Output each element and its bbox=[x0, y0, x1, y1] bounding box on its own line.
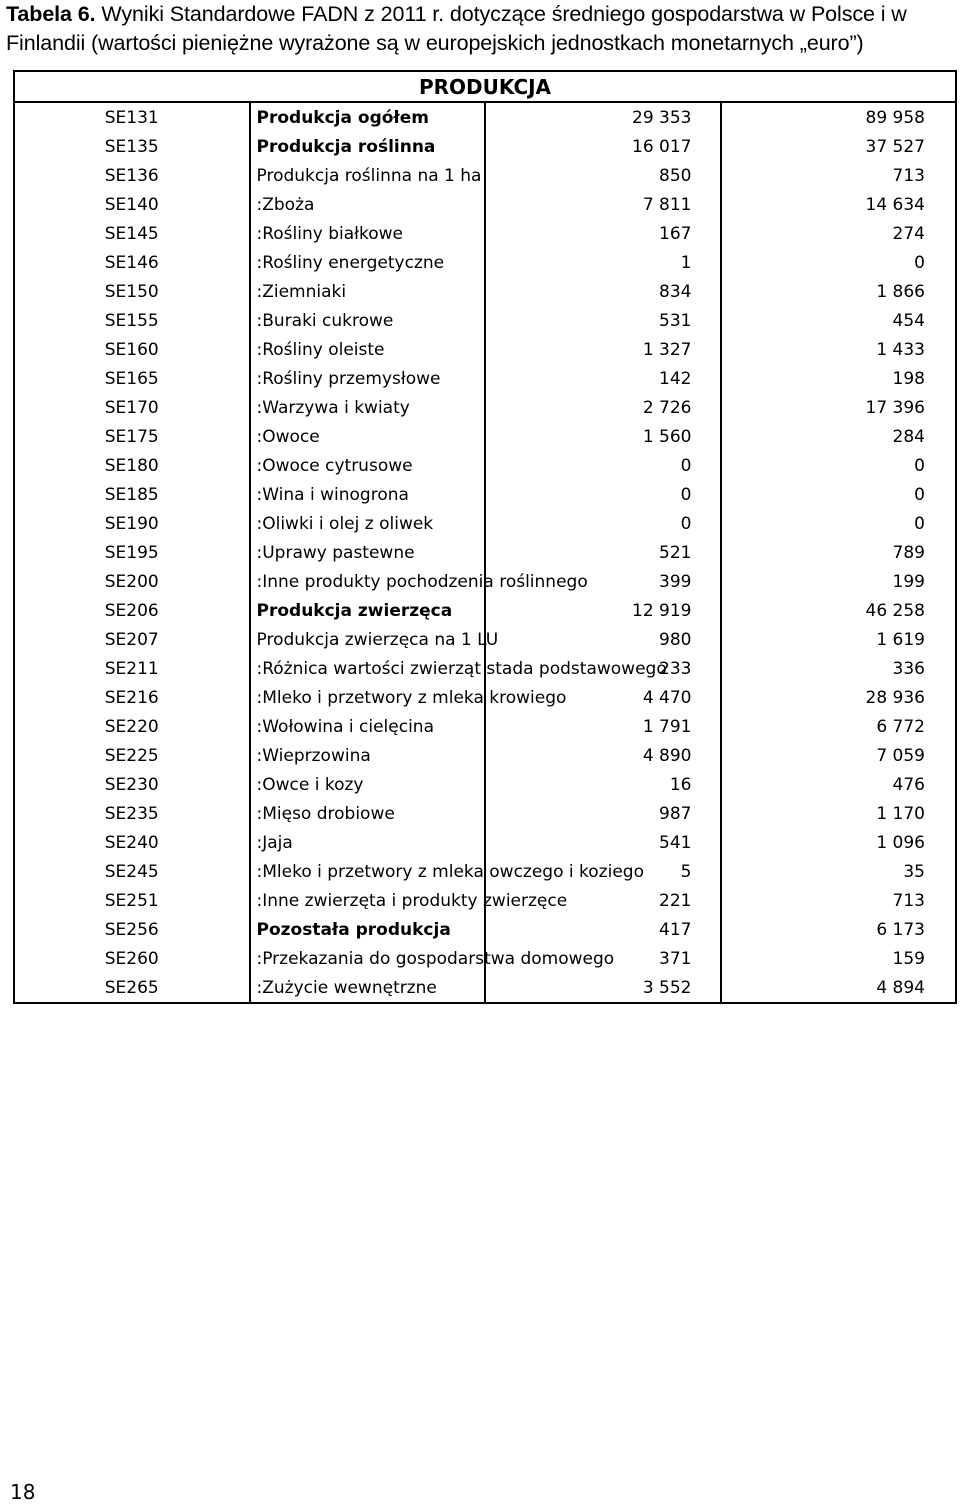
row-code: SE140 bbox=[14, 190, 250, 219]
row-code: SE146 bbox=[14, 248, 250, 277]
row-value-poland: 7 811 bbox=[485, 190, 721, 219]
row-value-poland: 5 bbox=[485, 857, 721, 886]
row-code: SE256 bbox=[14, 915, 250, 944]
row-value-finland: 0 bbox=[721, 480, 957, 509]
row-code: SE230 bbox=[14, 770, 250, 799]
row-name: :Zboża bbox=[250, 190, 486, 219]
row-value-poland: 2 726 bbox=[485, 393, 721, 422]
table-row bbox=[14, 596, 956, 625]
section-header-row bbox=[14, 71, 956, 102]
row-name: :Rośliny białkowe bbox=[250, 219, 486, 248]
caption-label: Tabela 6. bbox=[6, 2, 96, 26]
row-name: :Owce i kozy bbox=[250, 770, 486, 799]
table-row bbox=[14, 828, 956, 857]
row-value-finland: 6 173 bbox=[721, 915, 957, 944]
row-name: Pozostała produkcja bbox=[250, 915, 486, 944]
row-name: :Oliwki i olej z oliwek bbox=[250, 509, 486, 538]
table-row bbox=[14, 538, 956, 567]
row-value-finland: 1 433 bbox=[721, 335, 957, 364]
row-value-finland: 1 866 bbox=[721, 277, 957, 306]
row-name: :Mleko i przetwory z mleka owczego i koziego bbox=[250, 857, 486, 886]
row-value-poland: 1 560 bbox=[485, 422, 721, 451]
row-code: SE155 bbox=[14, 306, 250, 335]
row-value-poland: 521 bbox=[485, 538, 721, 567]
row-value-finland: 0 bbox=[721, 248, 957, 277]
table-row bbox=[14, 451, 956, 480]
row-name: :Inne zwierzęta i produkty zwierzęce bbox=[250, 886, 486, 915]
row-value-poland: 1 bbox=[485, 248, 721, 277]
table-row bbox=[14, 567, 956, 596]
row-value-poland: 399 bbox=[485, 567, 721, 596]
row-value-finland: 4 894 bbox=[721, 973, 957, 1003]
row-value-finland: 789 bbox=[721, 538, 957, 567]
row-code: SE136 bbox=[14, 161, 250, 190]
table-row bbox=[14, 161, 956, 190]
row-name: :Rośliny przemysłowe bbox=[250, 364, 486, 393]
row-code: SE145 bbox=[14, 219, 250, 248]
table-row bbox=[14, 422, 956, 451]
row-name: :Mięso drobiowe bbox=[250, 799, 486, 828]
row-value-finland: 284 bbox=[721, 422, 957, 451]
row-value-poland: 0 bbox=[485, 509, 721, 538]
row-code: SE211 bbox=[14, 654, 250, 683]
row-value-finland: 37 527 bbox=[721, 132, 957, 161]
row-code: SE207 bbox=[14, 625, 250, 654]
row-value-poland: 3 552 bbox=[485, 973, 721, 1003]
table-row bbox=[14, 132, 956, 161]
row-name: Produkcja roślinna bbox=[250, 132, 486, 161]
row-value-finland: 1 170 bbox=[721, 799, 957, 828]
table-row bbox=[14, 509, 956, 538]
row-code: SE175 bbox=[14, 422, 250, 451]
table-row bbox=[14, 654, 956, 683]
row-name: :Różnica wartości zwierząt stada podstawowego bbox=[250, 654, 486, 683]
row-code: SE200 bbox=[14, 567, 250, 596]
row-name: :Jaja bbox=[250, 828, 486, 857]
row-value-finland: 7 059 bbox=[721, 741, 957, 770]
row-value-poland: 167 bbox=[485, 219, 721, 248]
table-row bbox=[14, 857, 956, 886]
row-value-finland: 1 619 bbox=[721, 625, 957, 654]
row-value-finland: 159 bbox=[721, 944, 957, 973]
row-value-finland: 476 bbox=[721, 770, 957, 799]
row-value-poland: 16 017 bbox=[485, 132, 721, 161]
row-code: SE220 bbox=[14, 712, 250, 741]
row-name: :Ziemniaki bbox=[250, 277, 486, 306]
row-value-finland: 35 bbox=[721, 857, 957, 886]
row-name: :Zużycie wewnętrzne bbox=[250, 973, 486, 1003]
table-row bbox=[14, 364, 956, 393]
table-caption bbox=[6, 0, 956, 58]
row-value-poland: 233 bbox=[485, 654, 721, 683]
fadn-production-table bbox=[13, 70, 957, 1004]
row-name: :Mleko i przetwory z mleka krowiego bbox=[250, 683, 486, 712]
table-row bbox=[14, 277, 956, 306]
row-value-poland: 16 bbox=[485, 770, 721, 799]
row-value-finland: 0 bbox=[721, 451, 957, 480]
row-value-poland: 834 bbox=[485, 277, 721, 306]
table-row bbox=[14, 799, 956, 828]
row-name: :Rośliny energetyczne bbox=[250, 248, 486, 277]
row-name: Produkcja zwierzęca bbox=[250, 596, 486, 625]
row-value-finland: 274 bbox=[721, 219, 957, 248]
row-code: SE225 bbox=[14, 741, 250, 770]
row-value-poland: 850 bbox=[485, 161, 721, 190]
table-row bbox=[14, 480, 956, 509]
table-row bbox=[14, 102, 956, 132]
row-name: :Inne produkty pochodzenia roślinnego bbox=[250, 567, 486, 596]
table-row bbox=[14, 915, 956, 944]
row-value-finland: 713 bbox=[721, 886, 957, 915]
row-code: SE160 bbox=[14, 335, 250, 364]
table-row bbox=[14, 393, 956, 422]
row-value-poland: 1 791 bbox=[485, 712, 721, 741]
row-value-finland: 14 634 bbox=[721, 190, 957, 219]
row-code: SE180 bbox=[14, 451, 250, 480]
row-value-finland: 713 bbox=[721, 161, 957, 190]
row-value-poland: 29 353 bbox=[485, 102, 721, 132]
row-value-poland: 371 bbox=[485, 944, 721, 973]
table-row bbox=[14, 683, 956, 712]
caption-text: Wyniki Standardowe FADN z 2011 r. dotyczące średniego gospodarstwa w Polsce i w Finlandii (wartości pieniężne wyrażone są w europejskich jednostkach monetarnych „euro”) bbox=[6, 2, 907, 55]
row-value-finland: 454 bbox=[721, 306, 957, 335]
row-code: SE135 bbox=[14, 132, 250, 161]
row-value-finland: 6 772 bbox=[721, 712, 957, 741]
table-row bbox=[14, 335, 956, 364]
row-name: Produkcja ogółem bbox=[250, 102, 486, 132]
table-row bbox=[14, 741, 956, 770]
table-row bbox=[14, 625, 956, 654]
row-value-poland: 4 890 bbox=[485, 741, 721, 770]
row-value-poland: 1 327 bbox=[485, 335, 721, 364]
row-value-poland: 980 bbox=[485, 625, 721, 654]
row-code: SE206 bbox=[14, 596, 250, 625]
row-value-poland: 987 bbox=[485, 799, 721, 828]
row-name: :Wina i winogrona bbox=[250, 480, 486, 509]
row-code: SE265 bbox=[14, 973, 250, 1003]
row-value-finland: 198 bbox=[721, 364, 957, 393]
row-value-poland: 0 bbox=[485, 480, 721, 509]
row-code: SE195 bbox=[14, 538, 250, 567]
table-row bbox=[14, 944, 956, 973]
row-value-poland: 221 bbox=[485, 886, 721, 915]
row-value-finland: 89 958 bbox=[721, 102, 957, 132]
row-value-finland: 199 bbox=[721, 567, 957, 596]
table-row bbox=[14, 190, 956, 219]
row-code: SE260 bbox=[14, 944, 250, 973]
row-code: SE235 bbox=[14, 799, 250, 828]
table-row bbox=[14, 886, 956, 915]
row-name: Produkcja roślinna na 1 ha bbox=[250, 161, 486, 190]
row-code: SE190 bbox=[14, 509, 250, 538]
row-code: SE245 bbox=[14, 857, 250, 886]
row-value-finland: 336 bbox=[721, 654, 957, 683]
row-code: SE216 bbox=[14, 683, 250, 712]
row-name: :Rośliny oleiste bbox=[250, 335, 486, 364]
table-row bbox=[14, 248, 956, 277]
row-value-poland: 0 bbox=[485, 451, 721, 480]
row-name: :Wołowina i cielęcina bbox=[250, 712, 486, 741]
row-code: SE150 bbox=[14, 277, 250, 306]
row-code: SE165 bbox=[14, 364, 250, 393]
row-name: :Wieprzowina bbox=[250, 741, 486, 770]
table-row bbox=[14, 712, 956, 741]
table-row bbox=[14, 219, 956, 248]
row-name: :Buraki cukrowe bbox=[250, 306, 486, 335]
row-name: :Uprawy pastewne bbox=[250, 538, 486, 567]
row-name: :Owoce bbox=[250, 422, 486, 451]
row-value-poland: 4 470 bbox=[485, 683, 721, 712]
row-value-poland: 142 bbox=[485, 364, 721, 393]
row-value-poland: 541 bbox=[485, 828, 721, 857]
row-value-finland: 0 bbox=[721, 509, 957, 538]
row-name: :Owoce cytrusowe bbox=[250, 451, 486, 480]
row-name: :Przekazania do gospodarstwa domowego bbox=[250, 944, 486, 973]
row-code: SE131 bbox=[14, 102, 250, 132]
row-value-finland: 28 936 bbox=[721, 683, 957, 712]
row-name: :Warzywa i kwiaty bbox=[250, 393, 486, 422]
row-code: SE240 bbox=[14, 828, 250, 857]
table-row bbox=[14, 973, 956, 1003]
row-value-finland: 17 396 bbox=[721, 393, 957, 422]
table-row bbox=[14, 306, 956, 335]
page-number: 18 bbox=[10, 1480, 36, 1504]
row-value-poland: 531 bbox=[485, 306, 721, 335]
row-name: Produkcja zwierzęca na 1 LU bbox=[250, 625, 486, 654]
row-value-poland: 12 919 bbox=[485, 596, 721, 625]
section-header: PRODUKCJA bbox=[14, 71, 956, 102]
row-code: SE251 bbox=[14, 886, 250, 915]
row-value-finland: 46 258 bbox=[721, 596, 957, 625]
row-value-finland: 1 096 bbox=[721, 828, 957, 857]
row-code: SE185 bbox=[14, 480, 250, 509]
row-value-poland: 417 bbox=[485, 915, 721, 944]
table-row bbox=[14, 770, 956, 799]
row-code: SE170 bbox=[14, 393, 250, 422]
